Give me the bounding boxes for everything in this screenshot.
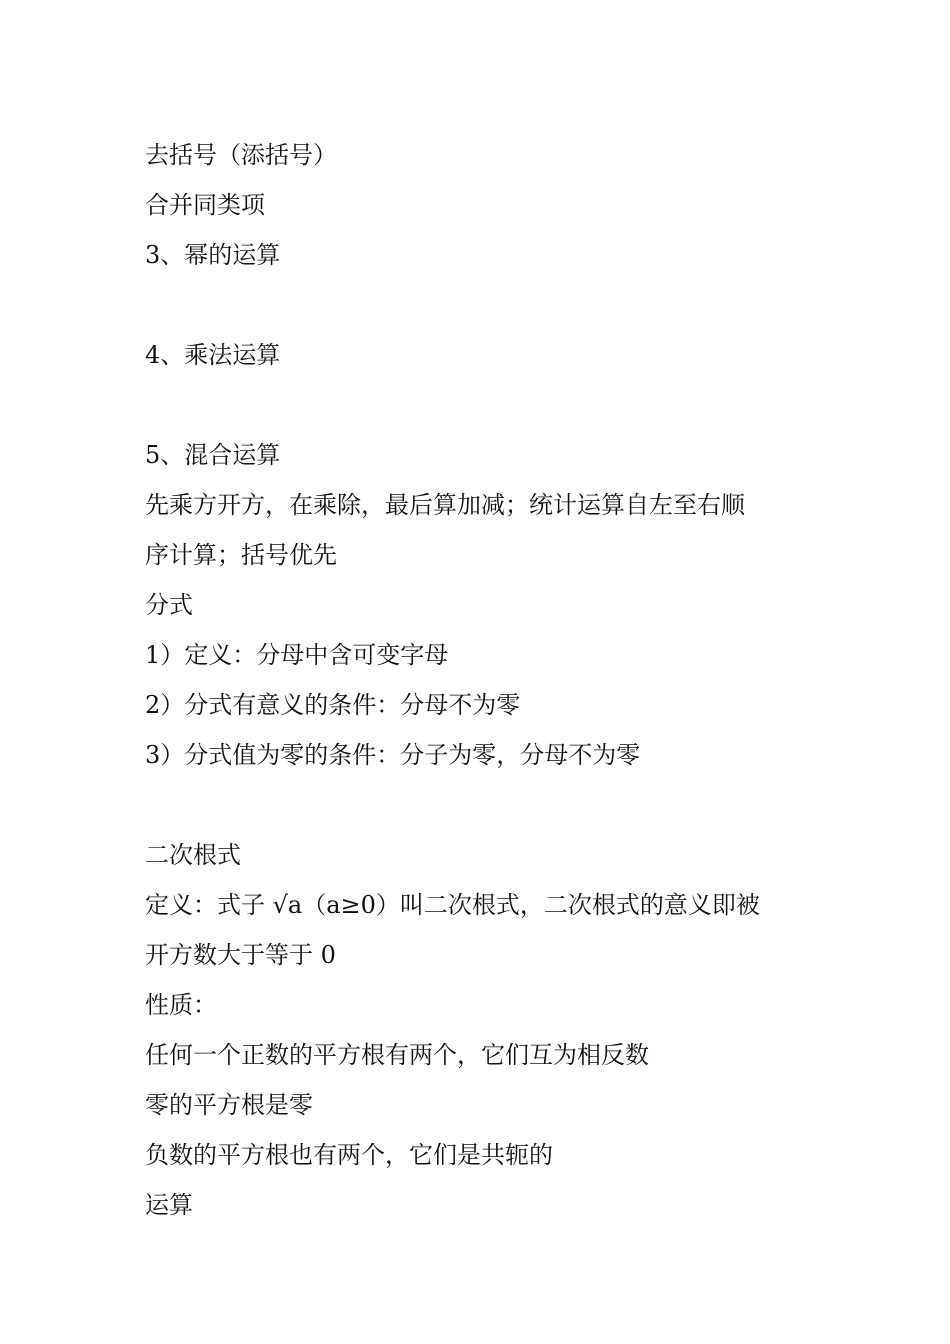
- text-line-positive-root: 任何一个正数的平方根有两个，它们互为相反数: [145, 1041, 649, 1069]
- text-line-fraction-definition: 1）定义：分母中含可变字母: [145, 641, 449, 669]
- text-line-radicals-heading: 二次根式: [145, 841, 241, 869]
- text-line-fraction-zero: 3）分式值为零的条件：分子为零，分母不为零: [145, 741, 641, 769]
- text-line-combine-like-terms: 合并同类项: [145, 191, 265, 219]
- blank-line: [145, 780, 825, 830]
- text-line-fractions-heading: 分式: [145, 591, 193, 619]
- text-line-order-rule-1: 先乘方开方，在乘除，最后算加减；统计运算自左至右顺: [145, 491, 745, 519]
- text-line-zero-root: 零的平方根是零: [145, 1091, 313, 1119]
- text-line-properties: 性质：: [145, 991, 217, 1019]
- text-line-order-rule-2: 序计算；括号优先: [145, 541, 337, 569]
- text-line-fraction-meaningful: 2）分式有意义的条件：分母不为零: [145, 691, 521, 719]
- blank-line: [145, 380, 825, 430]
- text-line-operations: 运算: [145, 1191, 193, 1219]
- text-line-negative-root: 负数的平方根也有两个，它们是共轭的: [145, 1141, 553, 1169]
- text-line-remove-parentheses: 去括号（添括号）: [145, 141, 337, 169]
- text-line-power-operations: 3、幂的运算: [145, 241, 281, 269]
- text-line-radical-definition-2: 开方数大于等于 0: [145, 941, 336, 969]
- text-line-multiplication: 4、乘法运算: [145, 341, 281, 369]
- document-body: [145, 130, 825, 1230]
- text-line-radical-definition-1: 定义：式子 √a（a≥0）叫二次根式，二次根式的意义即被: [145, 891, 760, 919]
- blank-line: [145, 280, 825, 330]
- text-line-mixed-operations: 5、混合运算: [145, 441, 281, 469]
